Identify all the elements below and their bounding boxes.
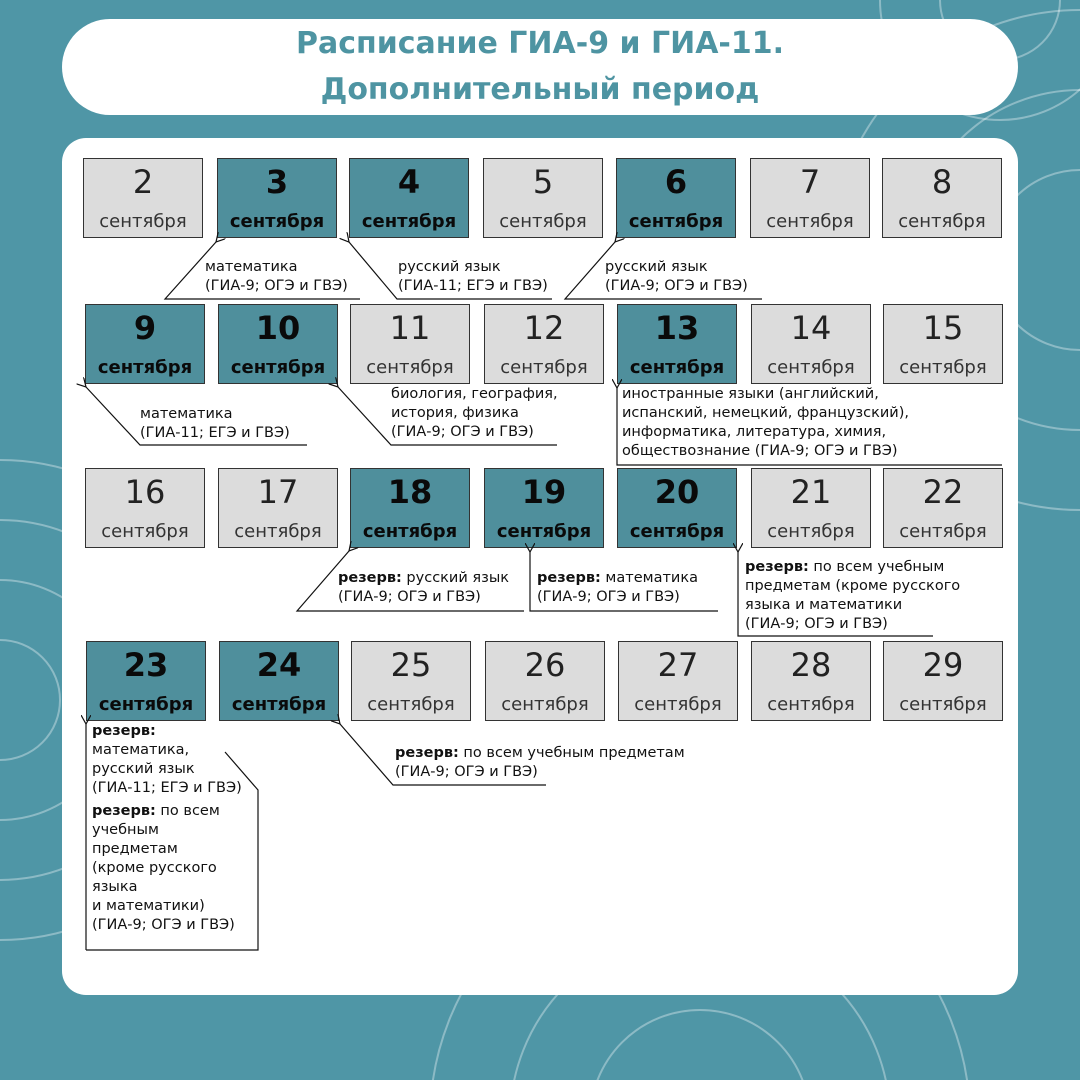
day-month: сентября: [229, 211, 325, 232]
day-month: сентября: [899, 521, 987, 542]
day-cell-5: [483, 158, 603, 238]
day-month: сентября: [362, 521, 458, 542]
reserve-label: резерв:: [92, 723, 156, 739]
day-number: 21: [790, 473, 832, 511]
day-number: 10: [255, 309, 301, 347]
note-sep19: [537, 569, 698, 607]
day-month: сентября: [234, 521, 322, 542]
day-number: 18: [387, 473, 433, 511]
day-cell-25: [351, 641, 471, 721]
day-number: 12: [523, 309, 565, 347]
day-month: сентября: [634, 694, 722, 715]
note-sep6: русский язык (ГИА-9; ОГЭ и ГВЭ): [605, 259, 748, 294]
day-cell-4: [349, 158, 469, 238]
day-cell-3: [217, 158, 337, 238]
day-cell-18: [350, 468, 470, 548]
day-month: сентября: [230, 357, 326, 378]
day-month: сентября: [501, 694, 589, 715]
day-cell-11: [350, 304, 470, 384]
day-number: 29: [922, 646, 964, 684]
note-sep24: [395, 744, 685, 782]
day-number: 6: [664, 163, 688, 201]
day-month: сентября: [97, 357, 193, 378]
reserve-label: резерв:: [92, 803, 156, 819]
day-cell-24: [219, 641, 339, 721]
day-cell-21: [751, 468, 871, 548]
day-month: сентября: [766, 211, 854, 232]
note-sep20: [745, 558, 960, 634]
title-banner: [62, 19, 1018, 115]
day-number: 15: [922, 309, 964, 347]
note-sep9: математика (ГИА-11; ЕГЭ и ГВЭ): [140, 406, 290, 441]
day-month: сентября: [628, 211, 724, 232]
day-cell-17: [218, 468, 338, 548]
day-month: сентября: [767, 521, 855, 542]
day-number: 5: [532, 163, 554, 201]
day-cell-6: [616, 158, 736, 238]
day-month: сентября: [496, 521, 592, 542]
note-sep13: иностранные языки (английский, испанский, немецкий, французский), информатика, литература, химия, обществознание (ГИА-9; ОГЭ и ГВЭ): [622, 386, 909, 459]
day-month: сентября: [898, 211, 986, 232]
day-number: 2: [132, 163, 154, 201]
day-number: 20: [654, 473, 700, 511]
note-text: по всем учебным предметам (кроме русского языка и математики) (ГИА-9; ОГЭ и ГВЭ): [92, 803, 235, 933]
reserve-label: резерв:: [537, 570, 601, 586]
day-number: 22: [922, 473, 964, 511]
day-cell-20: [617, 468, 737, 548]
day-cell-10: [218, 304, 338, 384]
day-month: сентября: [101, 521, 189, 542]
day-number: 11: [389, 309, 431, 347]
day-cell-15: [883, 304, 1003, 384]
note-sep23-b: [92, 802, 235, 935]
day-month: сентября: [231, 694, 327, 715]
reserve-label: резерв:: [338, 570, 402, 586]
day-month: сентября: [499, 211, 587, 232]
day-number: 3: [265, 163, 289, 201]
day-cell-8: [882, 158, 1002, 238]
day-month: сентября: [629, 357, 725, 378]
day-cell-13: [617, 304, 737, 384]
day-cell-27: [618, 641, 738, 721]
day-cell-29: [883, 641, 1003, 721]
day-cell-2: [83, 158, 203, 238]
reserve-label: резерв:: [395, 745, 459, 761]
day-number: 24: [256, 646, 302, 684]
day-number: 8: [931, 163, 953, 201]
day-month: сентября: [366, 357, 454, 378]
day-month: сентября: [629, 521, 725, 542]
reserve-label: резерв:: [745, 559, 809, 575]
day-number: 23: [123, 646, 169, 684]
day-month: сентября: [899, 694, 987, 715]
day-cell-26: [485, 641, 605, 721]
note-sep23-a: [92, 722, 242, 798]
day-cell-23: [86, 641, 206, 721]
day-number: 9: [133, 309, 157, 347]
day-month: сентября: [767, 694, 855, 715]
day-month: сентября: [500, 357, 588, 378]
day-cell-22: [883, 468, 1003, 548]
day-cell-16: [85, 468, 205, 548]
page-title-line-2: Дополнительный период: [320, 72, 760, 107]
day-month: сентября: [98, 694, 194, 715]
day-cell-19: [484, 468, 604, 548]
day-cell-9: [85, 304, 205, 384]
day-cell-12: [484, 304, 604, 384]
note-text: по всем учебным предметам (кроме русского языка и математики (ГИА-9; ОГЭ и ГВЭ): [745, 559, 961, 632]
note-sep3: математика (ГИА-9; ОГЭ и ГВЭ): [205, 259, 348, 294]
note-text: по всем учебным предметам (ГИА-9; ОГЭ и ГВЭ): [395, 745, 685, 780]
note-sep10: биология, география, история, физика (ГИА-9; ОГЭ и ГВЭ): [391, 386, 558, 440]
day-cell-28: [751, 641, 871, 721]
day-month: сентября: [899, 357, 987, 378]
day-number: 13: [654, 309, 700, 347]
day-number: 14: [790, 309, 832, 347]
day-number: 26: [524, 646, 566, 684]
day-number: 28: [790, 646, 832, 684]
day-month: сентября: [99, 211, 187, 232]
day-cell-7: [750, 158, 870, 238]
day-number: 16: [124, 473, 166, 511]
note-text: математика, русский язык (ГИА-11; ЕГЭ и ГВЭ): [92, 742, 242, 796]
page-title-line-1: Расписание ГИА-9 и ГИА-11.: [295, 26, 785, 61]
day-number: 17: [257, 473, 299, 511]
day-cell-14: [751, 304, 871, 384]
note-text: математика (ГИА-9; ОГЭ и ГВЭ): [537, 570, 698, 605]
day-number: 27: [657, 646, 699, 684]
day-month: сентября: [767, 357, 855, 378]
note-text: русский язык (ГИА-9; ОГЭ и ГВЭ): [338, 570, 510, 605]
day-month: сентября: [367, 694, 455, 715]
day-number: 4: [397, 163, 421, 201]
day-number: 7: [799, 163, 821, 201]
day-number: 19: [521, 473, 567, 511]
day-month: сентября: [361, 211, 457, 232]
day-number: 25: [390, 646, 432, 684]
note-sep18: [338, 569, 509, 607]
note-sep4: русский язык (ГИА-11; ЕГЭ и ГВЭ): [398, 259, 548, 294]
